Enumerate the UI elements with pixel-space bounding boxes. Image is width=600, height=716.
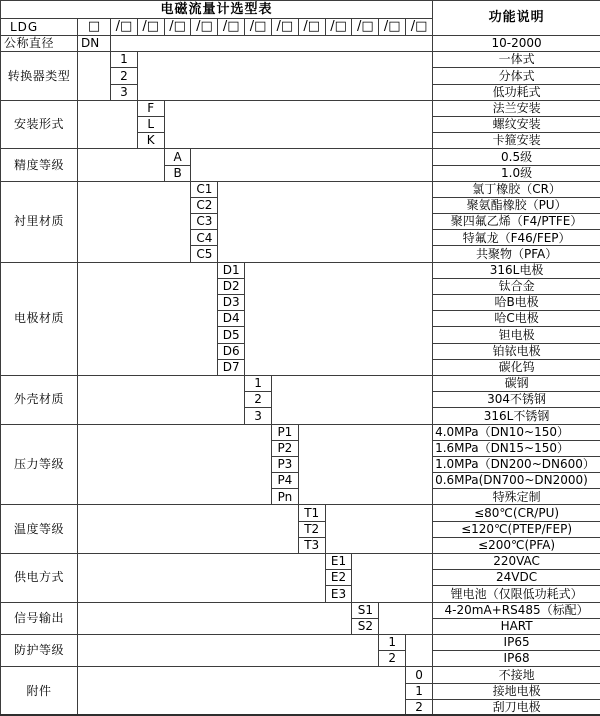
spacer-cell [218, 181, 433, 262]
category-label: 防护等级 [1, 634, 78, 666]
code-slot-icon: /□ [325, 19, 352, 36]
code-slot-icon: /□ [218, 19, 245, 36]
code-slot-icon: /□ [111, 19, 138, 36]
desc-cell: HART [433, 618, 600, 634]
category-label: 公称直径 [1, 36, 78, 52]
spacer-cell [78, 149, 165, 181]
desc-cell: IP65 [433, 634, 600, 650]
code-cell: P3 [271, 456, 298, 472]
code-slot-icon: /□ [245, 19, 272, 36]
spacer-cell [111, 36, 433, 52]
code-cell: DN [78, 36, 111, 52]
spacer-cell [78, 667, 406, 716]
code-cell: 2 [111, 68, 138, 84]
desc-cell: 聚氨酯橡胶（PU） [433, 197, 600, 213]
code-cell: 1 [379, 634, 406, 650]
category-label: 转换器类型 [1, 52, 78, 101]
code-cell: S1 [352, 602, 379, 618]
code-cell: T1 [298, 505, 325, 521]
desc-cell: 特殊定制 [433, 489, 600, 505]
spacer-cell [298, 424, 432, 505]
code-cell: 2 [379, 651, 406, 667]
desc-cell: 1.6MPa（DN15~150） [433, 440, 600, 456]
function-column-header: 功能说明 [433, 1, 600, 36]
category-label: 附件 [1, 667, 78, 716]
desc-cell: 0.5级 [433, 149, 600, 165]
desc-cell: 氯丁橡胶（CR） [433, 181, 600, 197]
code-cell: 3 [111, 84, 138, 100]
code-cell: D6 [218, 343, 245, 359]
code-cell: C5 [191, 246, 218, 262]
spacer-cell [325, 505, 432, 554]
spacer-cell [406, 634, 433, 666]
code-cell: 1 [111, 52, 138, 68]
code-slot-icon: /□ [406, 19, 433, 36]
desc-cell: 哈B电极 [433, 295, 600, 311]
category-label: 安装形式 [1, 100, 78, 149]
spacer-cell [379, 602, 433, 634]
spacer-cell [191, 149, 433, 181]
code-slot-icon: /□ [164, 19, 191, 36]
spacer-cell [78, 100, 138, 149]
category-label: 衬里材质 [1, 181, 78, 262]
code-cell: 2 [406, 699, 433, 715]
desc-cell: 聚四氟乙烯（F4/PTFE） [433, 214, 600, 230]
code-cell: P1 [271, 424, 298, 440]
code-cell: D3 [218, 295, 245, 311]
code-cell: C2 [191, 197, 218, 213]
desc-cell: 钛合金 [433, 278, 600, 294]
code-cell: Pn [271, 489, 298, 505]
code-cell: C1 [191, 181, 218, 197]
code-cell: E2 [325, 570, 352, 586]
spacer-cell [78, 52, 111, 101]
desc-cell: 刮刀电极 [433, 699, 600, 715]
desc-cell: 碳钢 [433, 375, 600, 391]
code-cell: D4 [218, 311, 245, 327]
desc-cell: 接地电极 [433, 683, 600, 699]
spacer-cell [78, 505, 299, 554]
desc-cell: 10-2000 [433, 36, 600, 52]
spacer-cell [78, 181, 191, 262]
spacer-cell [164, 100, 432, 149]
spacer-cell [78, 602, 352, 634]
desc-cell: IP68 [433, 651, 600, 667]
desc-cell: 4-20mA+RS485（标配） [433, 602, 600, 618]
category-label: 供电方式 [1, 554, 78, 603]
code-cell: 0 [406, 667, 433, 683]
desc-cell: 铂铱电极 [433, 343, 600, 359]
desc-cell: 24VDC [433, 570, 600, 586]
spacer-cell [78, 554, 326, 603]
code-cell: C4 [191, 230, 218, 246]
code-slot-icon: /□ [271, 19, 298, 36]
code-cell: K [137, 133, 164, 149]
code-cell: A [164, 149, 191, 165]
code-slot-icon: /□ [298, 19, 325, 36]
code-slot-icon: /□ [137, 19, 164, 36]
code-cell: L [137, 116, 164, 132]
desc-cell: ≤80℃(CR/PU) [433, 505, 600, 521]
code-cell: D1 [218, 262, 245, 278]
category-label: 外壳材质 [1, 375, 78, 424]
desc-cell: 不接地 [433, 667, 600, 683]
code-cell: E1 [325, 554, 352, 570]
desc-cell: 220VAC [433, 554, 600, 570]
desc-cell: 1.0MPa（DN200~DN600） [433, 456, 600, 472]
desc-cell: 钽电极 [433, 327, 600, 343]
code-cell: 3 [245, 408, 272, 424]
desc-cell: 碳化钨 [433, 359, 600, 375]
desc-cell: 特氟龙（F46/FEP） [433, 230, 600, 246]
code-slot-icon: /□ [379, 19, 406, 36]
code-cell: D5 [218, 327, 245, 343]
code-slot-icon: /□ [191, 19, 218, 36]
code-cell: 1 [245, 375, 272, 391]
desc-cell: 304不锈钢 [433, 392, 600, 408]
desc-cell: 哈C电极 [433, 311, 600, 327]
code-cell: T2 [298, 521, 325, 537]
desc-cell: 1.0级 [433, 165, 600, 181]
code-cell: P4 [271, 473, 298, 489]
code-cell: 2 [245, 392, 272, 408]
category-label: 信号输出 [1, 602, 78, 634]
spacer-cell [137, 52, 432, 101]
category-label: 电极材质 [1, 262, 78, 375]
desc-cell: 316L不锈钢 [433, 408, 600, 424]
spacer-cell [78, 634, 379, 666]
code-slot-icon: /□ [352, 19, 379, 36]
desc-cell: 分体式 [433, 68, 600, 84]
code-cell: C3 [191, 214, 218, 230]
code-cell: T3 [298, 537, 325, 553]
desc-cell: 共聚物（PFA） [433, 246, 600, 262]
category-label: 精度等级 [1, 149, 78, 181]
code-cell: 1 [406, 683, 433, 699]
code-cell: E3 [325, 586, 352, 602]
desc-cell: 法兰安装 [433, 100, 600, 116]
desc-cell: 一体式 [433, 52, 600, 68]
spacer-cell [78, 375, 245, 424]
desc-cell: 卡箍安装 [433, 133, 600, 149]
spacer-cell [78, 424, 272, 505]
desc-cell: 0.6MPa(DN700~DN2000) [433, 473, 600, 489]
desc-cell: 316L电极 [433, 262, 600, 278]
desc-cell: 低功耗式 [433, 84, 600, 100]
code-cell: D7 [218, 359, 245, 375]
category-label: 温度等级 [1, 505, 78, 554]
spacer-cell [271, 375, 432, 424]
spacer-cell [245, 262, 433, 375]
desc-cell: 锂电池（仅限低功耗式） [433, 586, 600, 602]
desc-cell: 螺纹安装 [433, 116, 600, 132]
spacer-cell [78, 262, 218, 375]
category-label: 压力等级 [1, 424, 78, 505]
spacer-cell [352, 554, 433, 603]
model-prefix-label: LDG [1, 19, 78, 36]
desc-cell: ≤120℃(PTEP/FEP) [433, 521, 600, 537]
code-cell: F [137, 100, 164, 116]
desc-cell: 4.0MPa（DN10~150） [433, 424, 600, 440]
code-cell: B [164, 165, 191, 181]
code-cell: D2 [218, 278, 245, 294]
code-box-icon: □ [78, 19, 111, 36]
desc-cell: ≤200℃(PFA) [433, 537, 600, 553]
code-cell: P2 [271, 440, 298, 456]
code-cell: S2 [352, 618, 379, 634]
table-title: 电磁流量计选型表 [1, 1, 433, 19]
